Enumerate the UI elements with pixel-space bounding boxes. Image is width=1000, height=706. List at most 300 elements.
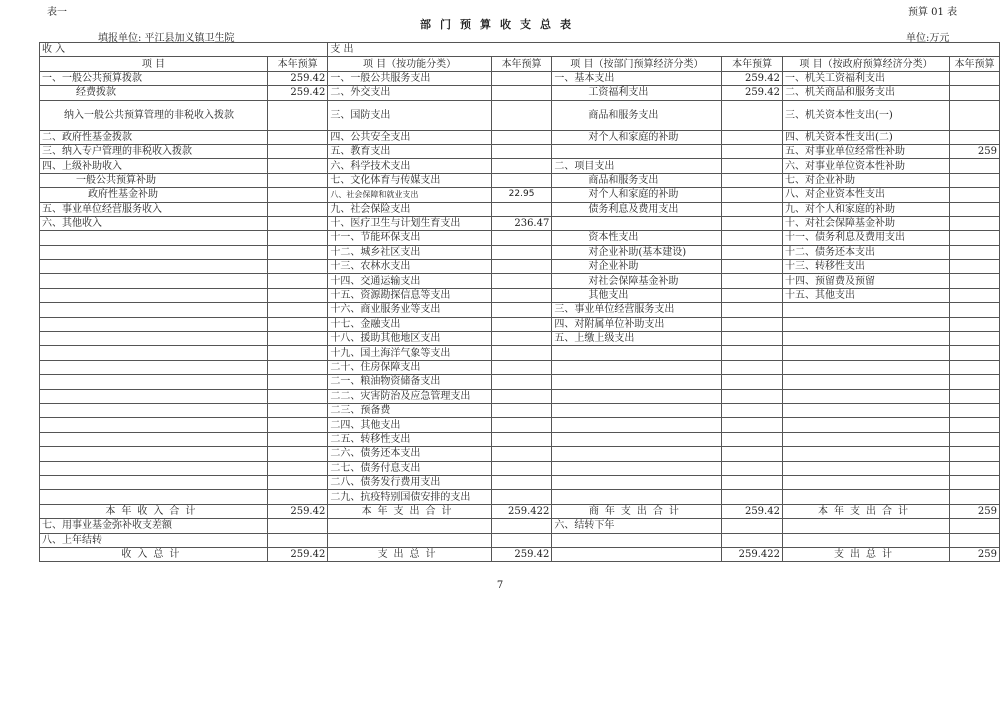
dept-cell: 三、事业单位经营服务支出 [552,303,722,317]
income-amt-cell [267,173,328,187]
table-row [40,231,1000,245]
income-cell [40,490,268,504]
gov-cell: 十、对社会保障基金补助 [782,216,949,230]
expense-section-header: 支 出 [328,43,1000,57]
gov-cell: 三、机关资本性支出(一) [782,100,949,130]
gov-cell [782,389,949,403]
income-amt-cell [267,159,328,173]
gov-cell [782,418,949,432]
income-amt-cell [267,245,328,259]
table-row [40,461,1000,475]
func-cell: 十六、商业服务业等支出 [328,303,491,317]
table-row [40,332,1000,346]
dept-cell [552,490,722,504]
func-amt-cell [491,475,552,489]
func-cell: 十、医疗卫生与计划生育支出 [328,216,491,230]
table-row [40,100,1000,130]
gov-amt-cell: 259 [950,504,1000,518]
gov-amt-cell [950,303,1000,317]
gov-amt-cell [950,447,1000,461]
gov-cell [782,317,949,331]
dept-cell [552,447,722,461]
func-amt-cell [491,288,552,302]
dept-amt-cell [722,346,783,360]
income-amt-cell [267,130,328,144]
gov-amt-cell [950,216,1000,230]
dept-amt-cell [722,317,783,331]
table-row [40,475,1000,489]
gov-cell: 十三、转移性支出 [782,260,949,274]
income-amt-cell [267,533,328,547]
dept-cell [552,432,722,446]
gov-amt-cell [950,346,1000,360]
income-amt-cell [267,274,328,288]
dept-cell: 对个人和家庭的补助 [552,188,722,202]
dept-amt-cell [722,432,783,446]
func-amt-cell [491,375,552,389]
dept-cell: 对企业补助(基本建设) [552,245,722,259]
gov-cell: 本年支出合计 [782,504,949,518]
func-cell: 三、国防支出 [328,100,491,130]
income-cell: 六、其他收入 [40,216,268,230]
gov-amt-cell: 259 [950,144,1000,158]
gov-cell [782,432,949,446]
income-cell [40,245,268,259]
income-cell: 一般公共预算补助 [40,173,268,187]
dept-amt-cell [722,418,783,432]
dept-amt-cell [722,159,783,173]
section-header-row [40,43,1000,57]
dept-amt-cell [722,231,783,245]
gov-amt-cell [950,475,1000,489]
gov-cell [782,375,949,389]
func-cell: 二一、粮油物资储备支出 [328,375,491,389]
dept-cell: 对个人和家庭的补助 [552,130,722,144]
gov-amt-cell [950,86,1000,100]
func-cell: 二、外交支出 [328,86,491,100]
dept-item-header: 项 目（按部门预算经济分类） [552,57,722,71]
gov-cell: 十四、预留费及预留 [782,274,949,288]
income-cell: 五、事业单位经营服务收入 [40,202,268,216]
gov-cell [782,475,949,489]
func-amt-cell [491,159,552,173]
dept-cell [552,346,722,360]
func-cell: 二四、其他支出 [328,418,491,432]
income-amt-cell [267,432,328,446]
dept-cell [552,144,722,158]
table-row [40,245,1000,259]
table-row [40,274,1000,288]
dept-amt-cell [722,360,783,374]
dept-amt-cell [722,100,783,130]
gov-cell: 九、对个人和家庭的补助 [782,202,949,216]
func-cell: 八、社会保障和就业支出 [328,188,491,202]
gov-item-header: 项 目（按政府预算经济分类） [782,57,949,71]
gov-cell [782,360,949,374]
func-item-header: 项 目（按功能分类） [328,57,491,71]
dept-amt-cell [722,202,783,216]
dept-cell: 商品和服务支出 [552,100,722,130]
dept-cell: 商年支出合计 [552,504,722,518]
dept-cell [552,216,722,230]
income-cell: 政府性基金补助 [40,188,268,202]
table-row [40,418,1000,432]
gov-cell [782,332,949,346]
income-cell: 二、政府性基金拨款 [40,130,268,144]
currency-unit-label: 单位:万元 [906,33,950,44]
table-row [40,173,1000,187]
func-cell: 九、社会保险支出 [328,202,491,216]
gov-cell: 七、对企业补助 [782,173,949,187]
gov-amt-cell [950,403,1000,417]
income-cell [40,303,268,317]
gov-amt-cell [950,173,1000,187]
dept-cell: 商品和服务支出 [552,173,722,187]
dept-amt-cell [722,447,783,461]
gov-amt-cell [950,159,1000,173]
func-cell [328,533,491,547]
func-amt-cell [491,533,552,547]
gov-amt-cell [950,418,1000,432]
gov-amt-cell [950,245,1000,259]
func-amt-cell [491,432,552,446]
func-cell: 五、教育支出 [328,144,491,158]
dept-cell [552,403,722,417]
table-row [40,288,1000,302]
func-amt-cell [491,346,552,360]
income-amt-cell [267,288,328,302]
func-cell: 十一、节能环保支出 [328,231,491,245]
dept-amt-cell [722,533,783,547]
income-amt-cell [267,403,328,417]
func-cell: 十七、金融支出 [328,317,491,331]
income-section-header: 收 入 [40,43,328,57]
dept-amt-cell: 259.42 [722,71,783,85]
budget-form-label: 预算 01 表 [908,7,958,18]
func-amt-cell [491,519,552,533]
dept-amount-header: 本年预算 [722,57,783,71]
table-row [40,317,1000,331]
dept-cell [552,418,722,432]
income-cell: 四、上级补助收入 [40,159,268,173]
gov-amt-cell [950,130,1000,144]
func-amt-cell: 236.47 [491,216,552,230]
income-amt-cell [267,418,328,432]
income-amt-cell [267,389,328,403]
table-row [40,346,1000,360]
dept-amt-cell: 259.42 [722,504,783,518]
gov-cell [782,519,949,533]
gov-cell: 支出总计 [782,547,949,561]
func-amt-cell [491,332,552,346]
dept-amt-cell [722,303,783,317]
table-row [40,159,1000,173]
gov-cell [782,447,949,461]
income-amt-cell [267,216,328,230]
table-label: 表一 [47,7,67,18]
income-cell [40,260,268,274]
income-amt-cell [267,332,328,346]
func-amt-cell [491,317,552,331]
dept-cell: 五、上缴上级支出 [552,332,722,346]
table-row [40,130,1000,144]
income-amt-cell [267,519,328,533]
gov-cell [782,303,949,317]
dept-cell: 六、结转下年 [552,519,722,533]
table-row [40,490,1000,504]
page-title: 部门预算收支总表 [420,18,580,31]
dept-amt-cell [722,461,783,475]
func-amt-cell [491,100,552,130]
dept-amt-cell [722,173,783,187]
gov-amt-cell [950,231,1000,245]
column-header-row [40,57,1000,71]
dept-amt-cell [722,216,783,230]
income-amt-cell: 259.42 [267,71,328,85]
dept-cell [552,389,722,403]
dept-amt-cell [722,188,783,202]
income-amt-cell [267,461,328,475]
gov-cell [782,346,949,360]
func-cell [328,519,491,533]
table-row [40,71,1000,85]
income-amt-cell [267,475,328,489]
func-amt-cell [491,274,552,288]
income-amt-cell [267,360,328,374]
gov-amt-cell [950,461,1000,475]
func-amt-cell [491,71,552,85]
func-amt-cell [491,403,552,417]
func-cell: 二二、灾害防治及应急管理支出 [328,389,491,403]
func-amt-cell [491,360,552,374]
dept-amt-cell [722,403,783,417]
table-row [40,389,1000,403]
table-row [40,202,1000,216]
gov-amt-cell [950,71,1000,85]
income-amt-cell [267,260,328,274]
dept-amt-cell [722,245,783,259]
gov-cell: 八、对企业资本性支出 [782,188,949,202]
income-cell [40,375,268,389]
income-cell [40,288,268,302]
gov-amt-cell [950,188,1000,202]
func-cell: 十四、交通运输支出 [328,274,491,288]
func-amt-cell [491,389,552,403]
gov-cell: 六、对事业单位资本性补助 [782,159,949,173]
table-row [40,533,1000,547]
income-cell: 八、上年结转 [40,533,268,547]
gov-amount-header: 本年预算 [950,57,1000,71]
dept-amt-cell [722,332,783,346]
func-cell: 二九、抗疫特别国债安排的支出 [328,490,491,504]
func-amt-cell [491,245,552,259]
gov-amt-cell [950,360,1000,374]
dept-amt-cell [722,144,783,158]
income-amt-cell [267,144,328,158]
table-row [40,303,1000,317]
func-amt-cell [491,490,552,504]
dept-amt-cell [722,490,783,504]
income-amt-cell [267,202,328,216]
dept-amt-cell: 259.42 [722,86,783,100]
func-amt-cell [491,130,552,144]
func-amt-cell [491,202,552,216]
income-amt-cell [267,447,328,461]
gov-amt-cell [950,332,1000,346]
dept-amt-cell [722,130,783,144]
income-item-header: 项 目 [40,57,268,71]
dept-amt-cell [722,260,783,274]
gov-cell [782,461,949,475]
dept-cell: 工资福利支出 [552,86,722,100]
func-amt-cell: 259.422 [491,504,552,518]
func-cell: 十五、资源勘探信息等支出 [328,288,491,302]
table-row [40,216,1000,230]
gov-cell: 十五、其他支出 [782,288,949,302]
dept-amt-cell [722,389,783,403]
func-cell: 二十、住房保障支出 [328,360,491,374]
gov-amt-cell [950,100,1000,130]
gov-cell [782,533,949,547]
reporting-unit-label: 填报单位: 平江县加义镇卫生院 [98,33,235,44]
income-cell [40,360,268,374]
dept-cell: 二、项目支出 [552,159,722,173]
income-cell [40,332,268,346]
income-cell [40,389,268,403]
table-row [40,375,1000,389]
func-amount-header: 本年预算 [491,57,552,71]
gov-cell: 五、对事业单位经常性补助 [782,144,949,158]
table-row [40,86,1000,100]
func-amt-cell [491,86,552,100]
gov-amt-cell [950,533,1000,547]
dept-amt-cell [722,274,783,288]
dept-cell: 对企业补助 [552,260,722,274]
dept-cell: 对社会保障基金补助 [552,274,722,288]
income-cell: 经费拨款 [40,86,268,100]
func-amt-cell [491,418,552,432]
gov-cell: 二、机关商品和服务支出 [782,86,949,100]
table-row [40,188,1000,202]
func-cell: 二八、债务发行费用支出 [328,475,491,489]
gov-amt-cell [950,432,1000,446]
income-amt-cell: 259.42 [267,86,328,100]
func-amt-cell: 22.95 [491,188,552,202]
dept-cell [552,360,722,374]
table-row [40,432,1000,446]
func-amt-cell [491,461,552,475]
income-amt-cell: 259.42 [267,547,328,561]
income-cell [40,274,268,288]
table-row [40,403,1000,417]
dept-amt-cell [722,288,783,302]
income-cell: 本年收入合计 [40,504,268,518]
income-amt-cell [267,317,328,331]
func-cell: 十八、援助其他地区支出 [328,332,491,346]
dept-cell: 四、对附属单位补助支出 [552,317,722,331]
dept-cell: 其他支出 [552,288,722,302]
func-cell: 本年支出合计 [328,504,491,518]
gov-cell: 十二、债务还本支出 [782,245,949,259]
income-cell: 纳入一般公共预算管理的非税收入拨款 [40,100,268,130]
func-cell: 七、文化体育与传媒支出 [328,173,491,187]
dept-cell: 资本性支出 [552,231,722,245]
income-cell [40,231,268,245]
func-cell: 二五、转移性支出 [328,432,491,446]
func-cell: 十三、农林水支出 [328,260,491,274]
income-cell: 三、纳入专户管理的非税收入拨款 [40,144,268,158]
income-cell: 一、一般公共预算拨款 [40,71,268,85]
income-cell [40,418,268,432]
income-cell [40,475,268,489]
dept-cell [552,475,722,489]
income-cell [40,432,268,446]
func-amt-cell [491,447,552,461]
func-cell: 二三、预备费 [328,403,491,417]
dept-cell: 债务利息及费用支出 [552,202,722,216]
func-cell: 四、公共安全支出 [328,130,491,144]
income-cell: 七、用事业基金弥补收支差额 [40,519,268,533]
table-row [40,547,1000,561]
gov-amt-cell [950,490,1000,504]
table-row [40,504,1000,518]
gov-cell: 一、机关工资福利支出 [782,71,949,85]
income-amt-cell [267,231,328,245]
income-amt-cell [267,490,328,504]
func-cell: 六、科学技术支出 [328,159,491,173]
dept-amt-cell [722,375,783,389]
income-cell: 收入总计 [40,547,268,561]
func-amt-cell [491,173,552,187]
income-amount-header: 本年预算 [267,57,328,71]
func-cell: 支出总计 [328,547,491,561]
dept-cell [552,533,722,547]
dept-cell [552,461,722,475]
income-cell [40,346,268,360]
gov-cell [782,403,949,417]
page-number: 7 [496,580,504,591]
func-amt-cell: 259.42 [491,547,552,561]
func-cell: 十二、城乡社区支出 [328,245,491,259]
dept-cell: 一、基本支出 [552,71,722,85]
gov-amt-cell [950,317,1000,331]
income-cell [40,461,268,475]
func-cell: 二六、债务还本支出 [328,447,491,461]
income-amt-cell [267,346,328,360]
gov-amt-cell [950,274,1000,288]
func-amt-cell [491,231,552,245]
dept-cell [552,547,722,561]
gov-amt-cell [950,260,1000,274]
table-row [40,260,1000,274]
gov-cell: 四、机关资本性支出(二) [782,130,949,144]
func-amt-cell [491,303,552,317]
income-amt-cell: 259.42 [267,504,328,518]
func-amt-cell [491,144,552,158]
dept-amt-cell [722,519,783,533]
dept-amt-cell [722,475,783,489]
table-row [40,447,1000,461]
income-cell [40,403,268,417]
gov-amt-cell: 259 [950,547,1000,561]
gov-amt-cell [950,202,1000,216]
table-row [40,360,1000,374]
gov-amt-cell [950,389,1000,403]
dept-amt-cell: 259.422 [722,547,783,561]
gov-cell: 十一、债务利息及费用支出 [782,231,949,245]
dept-cell [552,375,722,389]
gov-amt-cell [950,288,1000,302]
